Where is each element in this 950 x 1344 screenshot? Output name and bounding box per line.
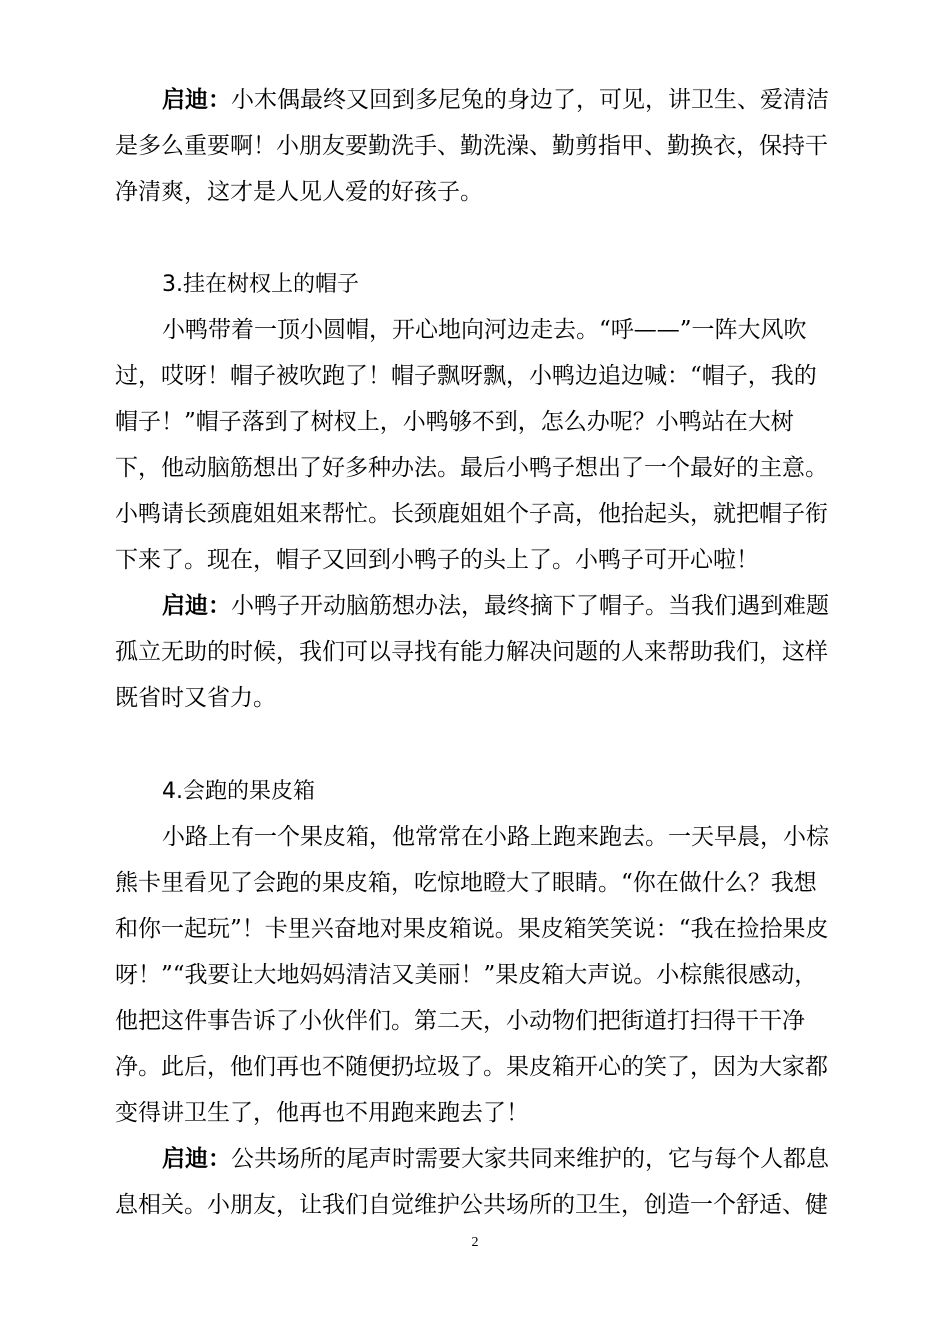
text-line: 既省时又省力。 xyxy=(115,685,276,711)
text-line: 息相关。小朋友，让我们自觉维护公共场所的卫生，创造一个舒适、健 xyxy=(115,1192,828,1218)
text-line: 净。此后，他们再也不随便扔垃圾了。果皮箱开心的笑了，因为大家都 xyxy=(115,1054,828,1080)
text-line: 变得讲卫生了，他再也不用跑来跑去了！ xyxy=(115,1100,529,1126)
text-line: 和你一起玩”！卡里兴奋地对果皮箱说。果皮箱笑笑说：“我在捡拾果皮 xyxy=(115,916,829,942)
text-line: 小路上有一个果皮箱，他常常在小路上跑来跑去。一天早晨，小棕 xyxy=(162,824,829,850)
page-number: 2 xyxy=(471,1235,479,1250)
text-line: 孤立无助的时候，我们可以寻找有能力解决问题的人来帮助我们，这样 xyxy=(115,639,828,665)
text-line: 小木偶最终又回到多尼兔的身边了，可见，讲卫生、爱清洁 xyxy=(231,87,829,113)
text-line: 熊卡里看见了会跑的果皮箱，吃惊地瞪大了眼睛。“你在做什么？我想 xyxy=(115,870,817,896)
text-line: 小鸭带着一顶小圆帽，开心地向河边走去。“呼——”一阵大风吹 xyxy=(162,317,807,343)
text-line: 小鸭子开动脑筋想办法，最终摘下了帽子。当我们遇到难题 xyxy=(231,593,829,619)
inspiration-label: 启迪： xyxy=(162,1146,231,1172)
inspiration-paragraph xyxy=(162,89,855,112)
text-line: 帽子！”帽子落到了树杈上，小鸭够不到，怎么办呢？小鸭站在大树 xyxy=(115,409,794,435)
inspiration-paragraph xyxy=(162,1148,855,1171)
text-line: 净清爽，这才是人见人爱的好孩子。 xyxy=(115,179,483,205)
text-line: 他把这件事告诉了小伙伴们。第二天，小动物们把街道打扫得干干净 xyxy=(115,1008,805,1034)
inspiration-paragraph xyxy=(162,595,855,618)
text-line: 呀！”“我要让大地妈妈清洁又美丽！”果皮箱大声说。小棕熊很感动， xyxy=(115,962,818,988)
inspiration-label: 启迪： xyxy=(162,593,231,619)
text-line: 下，他动脑筋想出了好多种办法。最后小鸭子想出了一个最好的主意。 xyxy=(115,455,828,481)
text-line: 是多么重要啊！小朋友要勤洗手、勤洗澡、勤剪指甲、勤换衣，保持干 xyxy=(115,133,828,159)
inspiration-label: 启迪： xyxy=(162,87,231,113)
section-title: 4.会跑的果皮箱 xyxy=(162,779,315,804)
text-line: 下来了。现在，帽子又回到小鸭子的头上了。小鸭子可开心啦！ xyxy=(115,547,759,573)
text-line: 过，哎呀！帽子被吹跑了！帽子飘呀飘，小鸭边追边喊：“帽子，我的 xyxy=(115,363,817,389)
section-title: 3.挂在树杈上的帽子 xyxy=(162,272,359,297)
text-line: 公共场所的尾声时需要大家共同来维护的，它与每个人都息 xyxy=(231,1146,829,1172)
text-line: 小鸭请长颈鹿姐姐来帮忙。长颈鹿姐姐个子高，他抬起头，就把帽子衔 xyxy=(115,501,828,527)
